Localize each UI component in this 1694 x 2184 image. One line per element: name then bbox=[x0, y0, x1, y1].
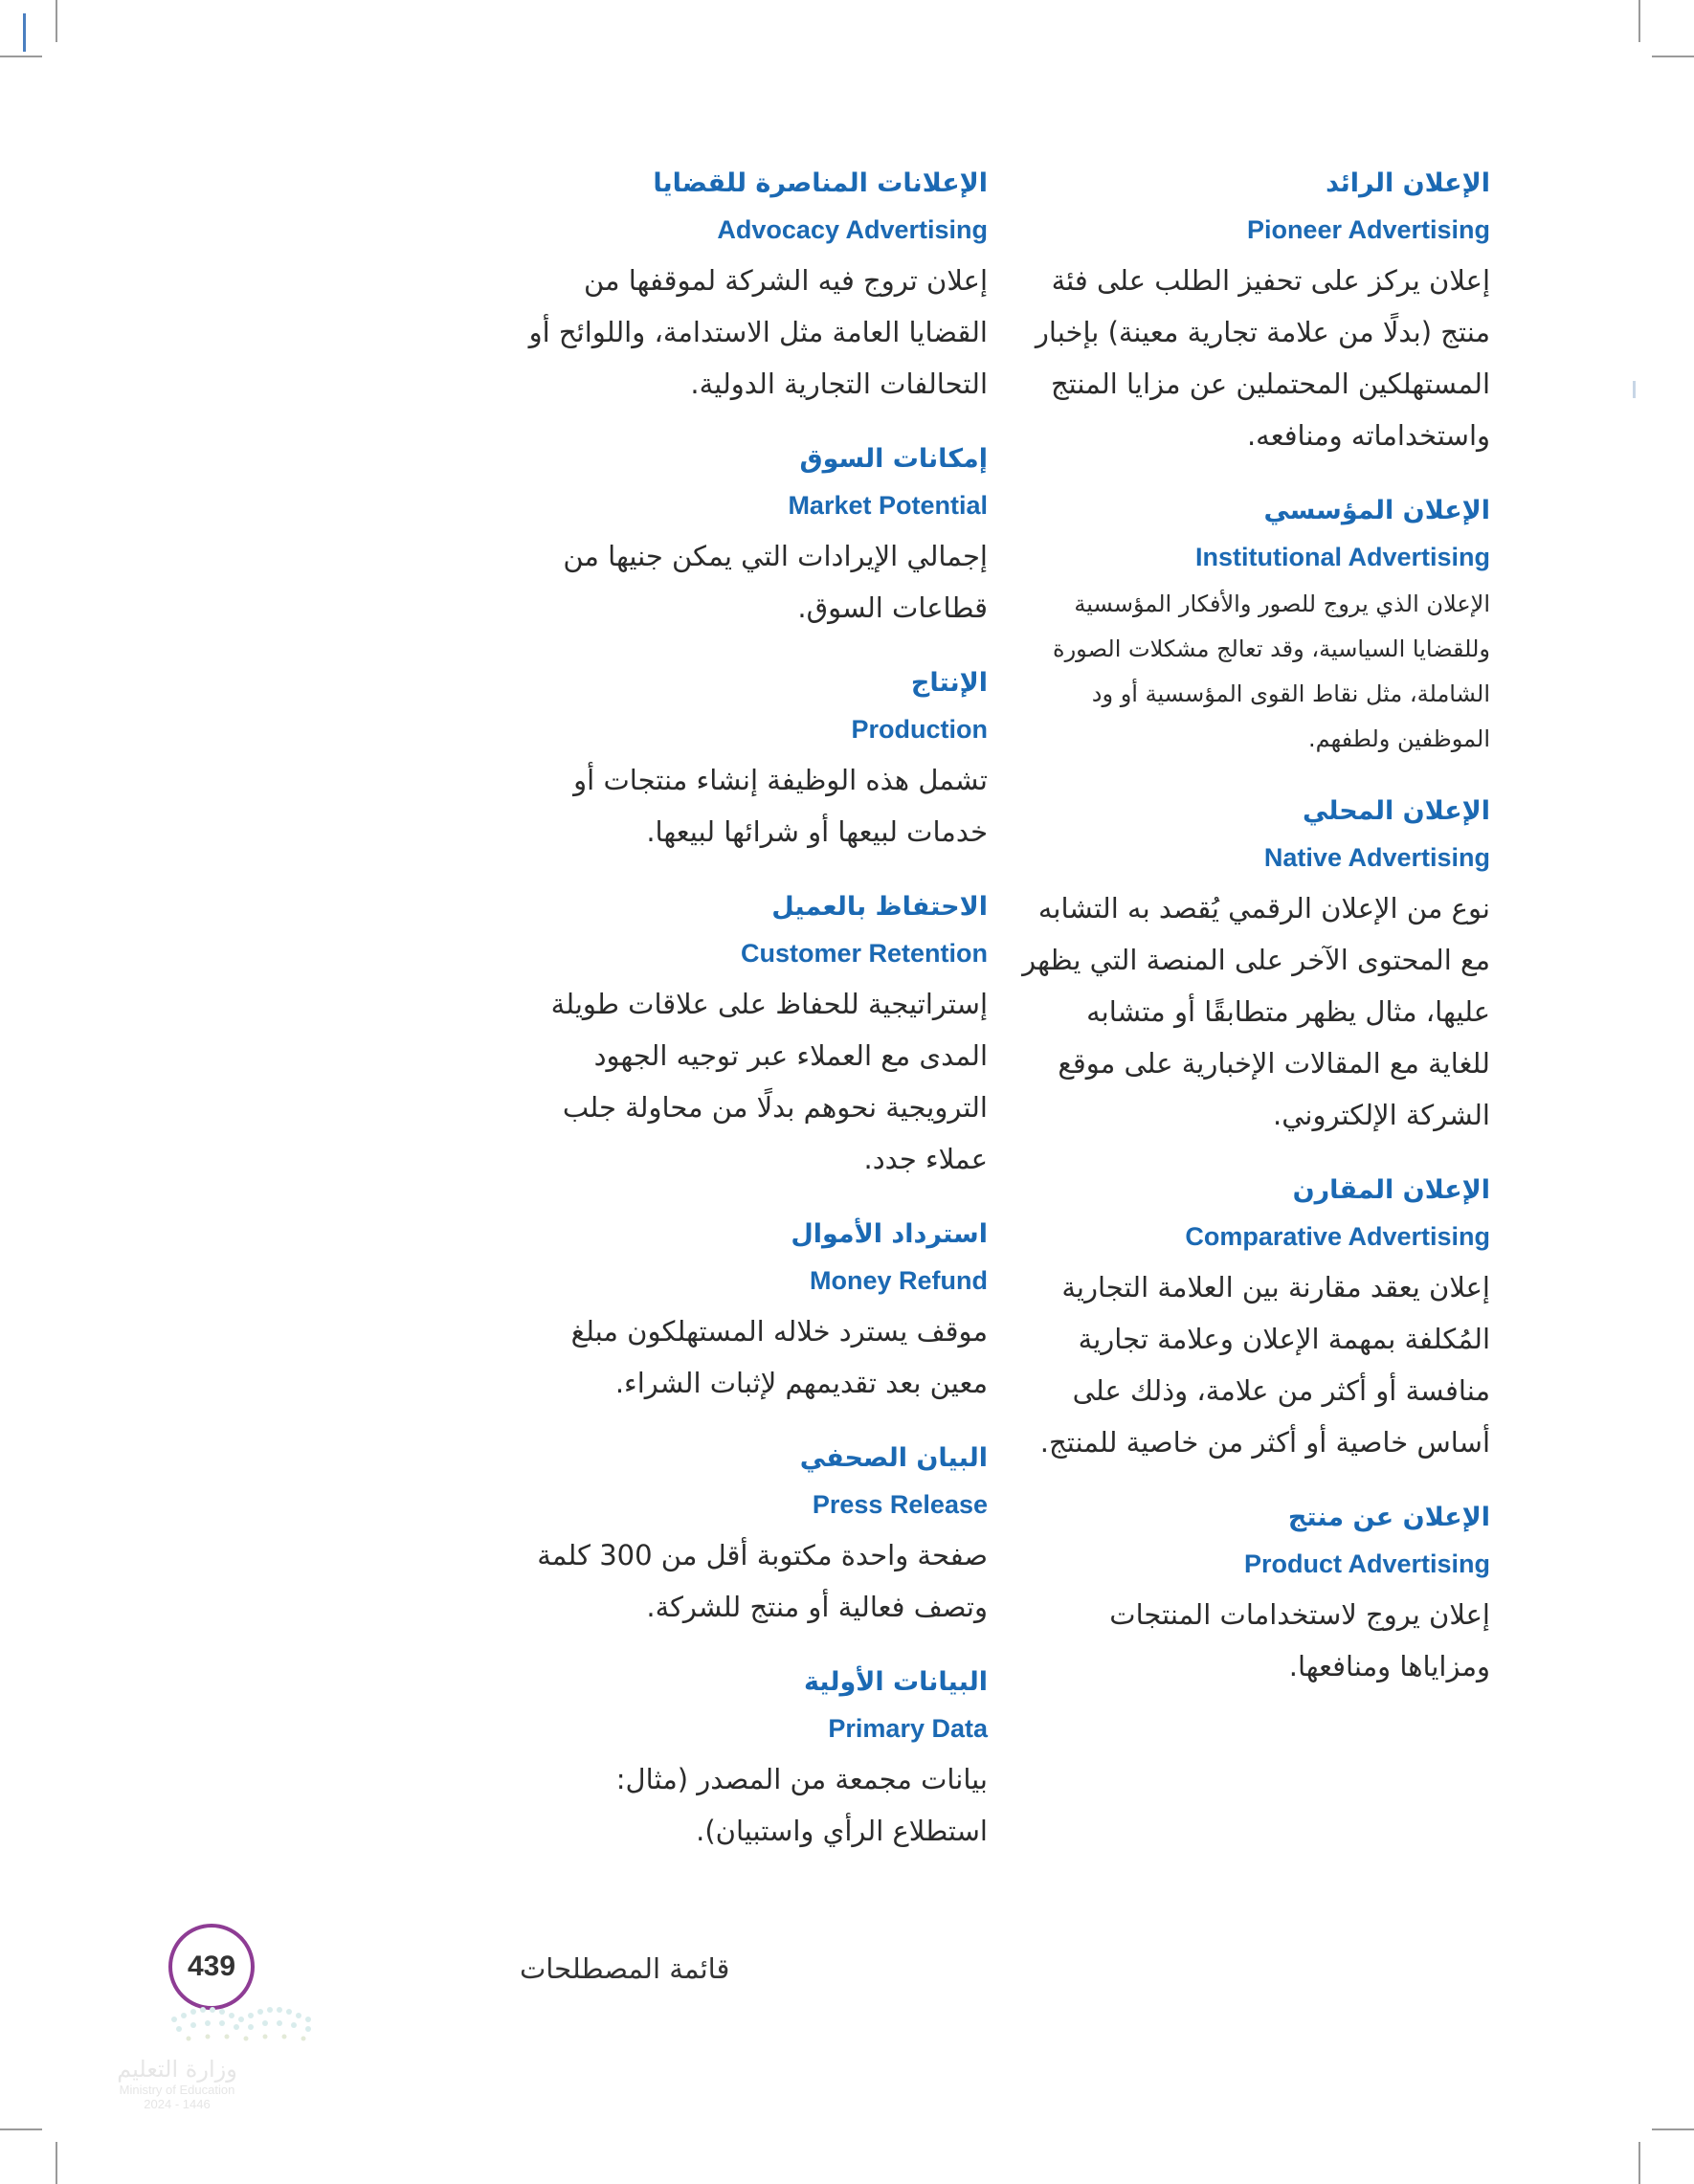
logo-year-text: 2024 - 1446 bbox=[144, 2097, 211, 2111]
glossary-column-right bbox=[1021, 163, 1490, 1721]
term-english: Primary Data bbox=[828, 1714, 988, 1743]
term-english: Customer Retention bbox=[740, 939, 988, 968]
term-english: Native Advertising bbox=[1263, 843, 1490, 872]
logo-english-text: Ministry of Education bbox=[119, 2083, 235, 2097]
glossary-entry bbox=[1021, 490, 1490, 762]
term-definition: إجمالي الإيرادات التي يمكن جنيها من قطاعات السوق. bbox=[563, 540, 988, 624]
ministry-logo bbox=[96, 2056, 258, 2111]
term-english: Comparative Advertising bbox=[1185, 1222, 1490, 1251]
term-definition: الإعلان الذي يروج للصور والأفكار المؤسسية وللقضايا السياسية، وقد تعالج مشكلات الصورة الشاملة، مثل نقاط القوى المؤسسية أو ود الموظفين ولطفهم. bbox=[1053, 591, 1490, 752]
term-english: Press Release bbox=[812, 1490, 988, 1519]
term-english: Market Potential bbox=[788, 491, 988, 520]
crop-mark bbox=[56, 2142, 57, 2184]
glossary-column-left bbox=[519, 163, 988, 1885]
term-arabic: إمكانات السوق bbox=[799, 444, 988, 474]
logo-arabic-text: وزارة التعليم bbox=[117, 2056, 237, 2083]
term-arabic: الإعلان المؤسسي bbox=[1263, 496, 1490, 525]
crop-mark bbox=[1652, 2128, 1694, 2130]
edge-mark bbox=[23, 13, 26, 52]
glossary-entry bbox=[519, 1437, 988, 1633]
glossary-entry bbox=[519, 886, 988, 1185]
term-english: Product Advertising bbox=[1243, 1549, 1490, 1578]
term-definition: صفحة واحدة مكتوبة أقل من 300 كلمة وتصف فعالية أو منتج للشركة. bbox=[537, 1539, 988, 1623]
glossary-entry bbox=[519, 662, 988, 858]
term-english: Advocacy Advertising bbox=[717, 215, 988, 244]
glossary-entry bbox=[1021, 1497, 1490, 1692]
term-definition: نوع من الإعلان الرقمي يُقصد به التشابه مع المحتوى الآخر على المنصة التي يظهر عليها، مثال يظهر متطابقًا أو متشابه للغاية مع المقالات الإخبارية على موقع الشركة الإلكتروني. bbox=[1022, 892, 1490, 1131]
glossary-entry bbox=[519, 1661, 988, 1857]
term-definition: إستراتيجية للحفاظ على علاقات طويلة المدى مع العملاء عبر توجيه الجهود الترويجية نحوهم بدلًا من محاولة جلب عملاء جدد. bbox=[550, 988, 988, 1175]
crop-mark bbox=[56, 0, 57, 42]
crop-mark bbox=[0, 56, 42, 57]
crop-mark bbox=[1652, 56, 1694, 57]
term-arabic: الإعلان المحلي bbox=[1302, 796, 1490, 826]
glossary-entry bbox=[1021, 1170, 1490, 1468]
term-english: Production bbox=[851, 715, 988, 744]
glossary-entry bbox=[1021, 163, 1490, 461]
ministry-logo-dots-icon bbox=[165, 1991, 318, 2048]
term-definition: موقف يسترد خلاله المستهلكون مبلغ معين بعد تقديمهم لإثبات الشراء. bbox=[570, 1315, 988, 1399]
crop-mark bbox=[1638, 2142, 1640, 2184]
crop-mark bbox=[1638, 0, 1640, 42]
term-arabic: الإعلان المقارن bbox=[1292, 1175, 1490, 1205]
term-arabic: استرداد الأموال bbox=[791, 1219, 988, 1249]
term-definition: إعلان يركز على تحفيز الطلب على فئة منتج (بدلًا من علامة تجارية معينة) بإخبار المستهلكين المحتملين عن مزايا المنتج واستخداماته ومنافعه. bbox=[1035, 264, 1490, 452]
page-number: 439 bbox=[187, 1950, 236, 1982]
term-arabic: الإعلان الرائد bbox=[1326, 168, 1490, 198]
term-arabic: الاحتفاظ بالعميل bbox=[771, 892, 988, 922]
glossary-entry bbox=[519, 163, 988, 410]
term-arabic: البيان الصحفي bbox=[799, 1443, 988, 1473]
term-arabic: البيانات الأولية bbox=[803, 1667, 988, 1697]
term-definition: إعلان يعقد مقارنة بين العلامة التجارية المُكلفة بمهمة الإعلان وعلامة تجارية منافسة أو أكثر من علامة، وذلك على أساس خاصية أو أكثر من خاصية للمنتج. bbox=[1039, 1271, 1490, 1459]
term-arabic: الإنتاج bbox=[910, 668, 988, 698]
term-arabic: الإعلان عن منتج bbox=[1287, 1503, 1490, 1532]
glossary-entry bbox=[519, 438, 988, 634]
term-definition: تشمل هذه الوظيفة إنشاء منتجات أو خدمات لبيعها أو شرائها لبيعها. bbox=[573, 764, 988, 848]
term-definition: بيانات مجمعة من المصدر (مثال: استطلاع الرأي واستبيان). bbox=[615, 1763, 988, 1847]
glossary-entry bbox=[1021, 791, 1490, 1141]
term-english: Money Refund bbox=[810, 1266, 988, 1295]
footer-section-title: قائمة المصطلحات bbox=[520, 1952, 730, 1985]
term-english: Institutional Advertising bbox=[1194, 543, 1490, 571]
term-arabic: الإعلانات المناصرة للقضايا bbox=[653, 168, 988, 198]
edge-mark bbox=[1633, 381, 1636, 398]
term-definition: إعلان يروج لاستخدامات المنتجات ومزاياها ومنافعها. bbox=[1109, 1598, 1490, 1683]
term-definition: إعلان تروج فيه الشركة لموقفها من القضايا العامة مثل الاستدامة، واللوائح أو التحالفات التجارية الدولية. bbox=[528, 264, 988, 400]
term-english: Pioneer Advertising bbox=[1246, 215, 1490, 244]
glossary-entry bbox=[519, 1214, 988, 1409]
crop-mark bbox=[0, 2128, 42, 2130]
